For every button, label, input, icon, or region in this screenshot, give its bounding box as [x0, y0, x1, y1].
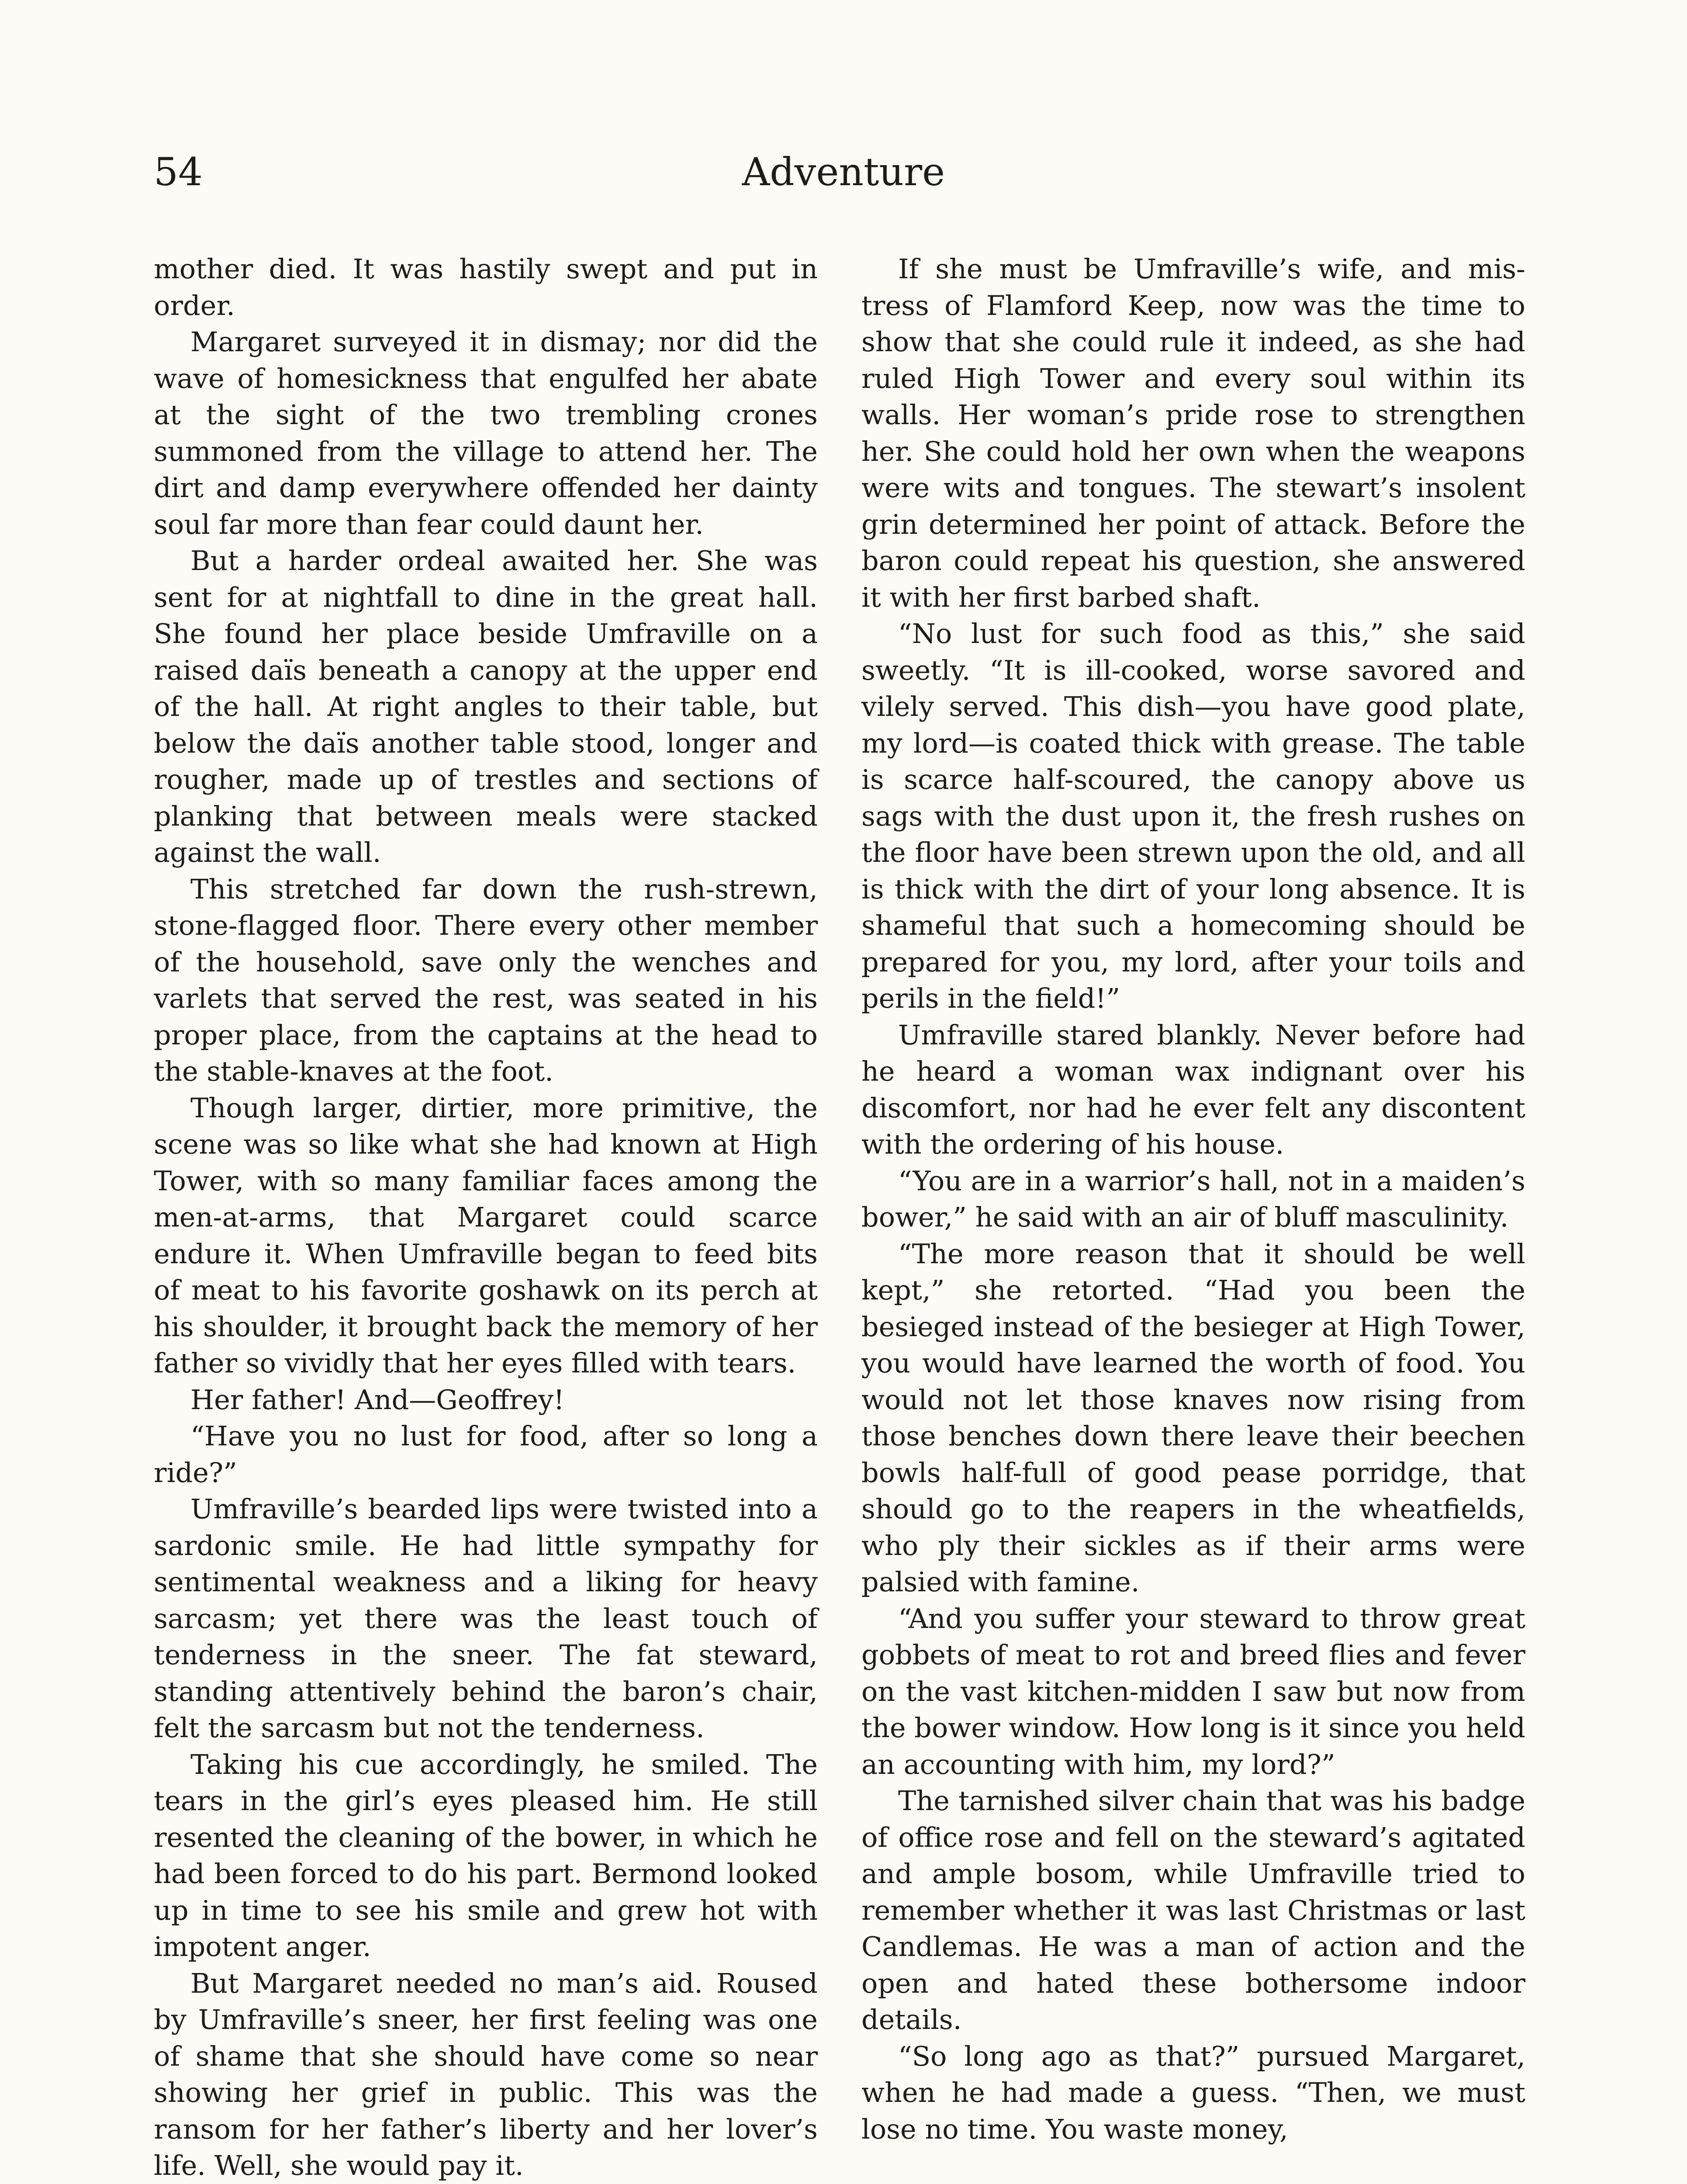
page-number: 54 — [154, 149, 203, 194]
paragraph: “And you suffer your steward to throw great gobbets of meat to rot and breed flies and fever on the vast kitchen-midden I saw but now from the bower window. How long is it since you held an accounting with him, my lord?” — [861, 1602, 1525, 1780]
right-column — [861, 251, 1525, 2147]
paragraph: If she must be Umfraville’s wife, and mistress of Flamford Keep, now was the time to show that she could rule it indeed, as she had ruled High Tower and every soul within its walls. Her woman’s pride rose to strengthen her. She could hold her own when the weapons were wits and tongues. The stewart’s insolent grin determined her point of attack. Before the baron could repeat his question, she answered it with her first barbed shaft. — [861, 253, 1525, 613]
paragraph: The tarnished silver chain that was his badge of office rose and fell on the steward’s agitated and ample bosom, while Umfraville tried to remember whether it was last Christmas or last Candlemas. He was a man of action and the open and hated these bothersome indoor details. — [861, 1785, 1525, 2035]
paragraph: Taking his cue accordingly, he smiled. The tears in the girl’s eyes pleased him. He still resented the cleaning of the bower, in which he had been forced to do his part. Bermond looked up in time to see his smile and grew hot with impotent anger. — [154, 1748, 818, 1963]
paragraph: Margaret surveyed it in dismay; nor did the wave of homesickness that engulfed her abate at the sight of the two trembling crones summoned from the village to attend her. The dirt and damp everywhere offended her dainty soul far more than fear could daunt her. — [154, 326, 818, 540]
paragraph: Her father! And—Geoffrey! — [190, 1383, 565, 1416]
paragraph: This stretched far down the rush-strewn, stone-flagged floor. There every other member of the household, save only the wenches and varlets that served the rest, was seated in his proper place, from the captains at the head to the stable-knaves at the foot. — [154, 873, 818, 1087]
paragraph: “The more reason that it should be well kept,” she retorted. “Had you been the besieged instead of the besieger at High Tower, you would have learned the worth of food. You would not let those knaves now rising from those benches down there leave their beechen bowls half-full of good pease porridge, that should go to the reapers in the wheatfields, who ply their sickles as if their arms were palsied with famine. — [861, 1237, 1525, 1598]
paragraph: “Have you no lust for food, after so long a ride?” — [154, 1420, 818, 1489]
paragraph: “No lust for such food as this,” she said sweetly. “It is ill-cooked, worse savored and vilely served. This dish—you have good plate, my lord—is coated thick with grease. The table is scarce half-scoured, the canopy above us sags with the dust upon it, the fresh rushes on the floor have been strewn upon the old, and all is thick with the dirt of your long absence. It is shameful that such a homecoming should be prepared for you, my lord, after your toils and perils in the field!” — [861, 618, 1525, 1014]
paragraph: “So long ago as that?” pursued Margaret, when he had made a guess. “Then, we must lose no time. You waste money, — [861, 2040, 1525, 2145]
paragraph: Umfraville stared blankly. Never before had he heard a woman wax indignant over his discomfort, nor had he ever felt any discontent with the ordering of his house. — [861, 1019, 1525, 1160]
left-column — [154, 251, 818, 2184]
paragraph: “You are in a warrior’s hall, not in a maiden’s bower,” he said with an air of bluff masculinity. — [861, 1165, 1525, 1233]
paragraph: But a harder ordeal awaited her. She was sent for at nightfall to dine in the great hall. She found her place beside Umfraville on a raised daïs beneath a canopy at the upper end of the hall. At right angles to their table, but below the daïs another table stood, longer and rougher, made up of trestles and sections of planking that between meals were stacked against the wall. — [154, 545, 818, 868]
running-header: Adventure — [742, 149, 945, 194]
paragraph: mother died. It was hastily swept and put in order. — [154, 253, 818, 321]
paragraph: Umfraville’s bearded lips were twisted into a sardonic smile. He had little sympathy for sentimental weakness and a liking for heavy sarcasm; yet there was the least touch of tenderness in the sneer. The fat steward, standing attentively behind the baron’s chair, felt the sarcasm but not the tenderness. — [154, 1493, 818, 1744]
paragraph: But Margaret needed no man’s aid. Roused by Umfraville’s sneer, her first feeling was one of shame that she should have come so near showing her grief in public. This was the ransom for her father’s liberty and her lover’s life. Well, she would pay it. — [154, 1967, 818, 2181]
paragraph: Though larger, dirtier, more primitive, the scene was so like what she had known at High Tower, with so many familiar faces among the men-at-arms, that Margaret could scarce endure it. When Umfraville began to feed bits of meat to his favorite goshawk on its perch at his shoulder, it brought back the memory of her father so vividly that her eyes filled with tears. — [154, 1092, 818, 1379]
